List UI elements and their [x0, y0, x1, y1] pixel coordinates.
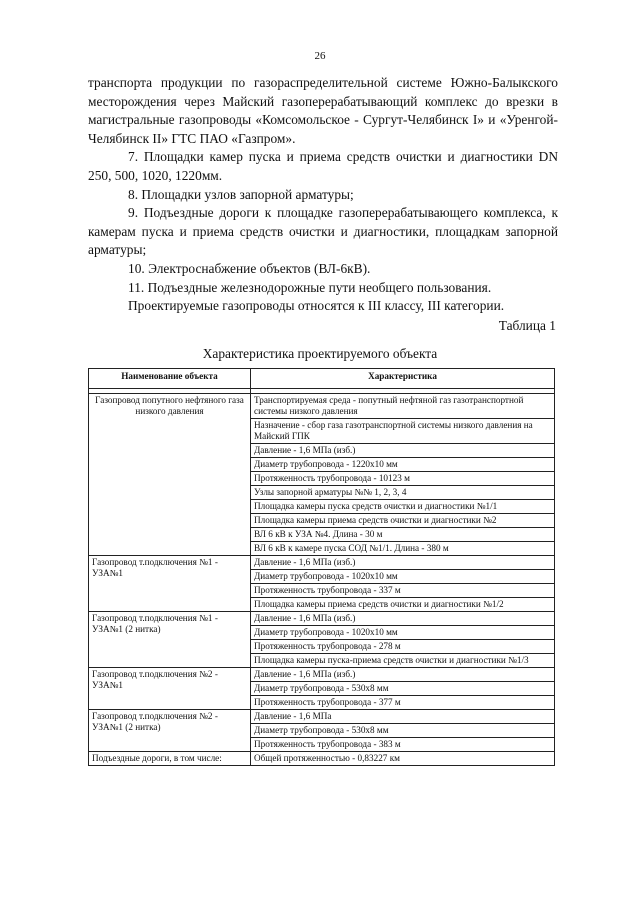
object-name-cell: Газопровод т.подключения №2 - УЗА№1 (2 нитка): [89, 710, 251, 752]
column-header-object: Наименование объекта: [89, 369, 251, 389]
characteristic-cell: Диаметр трубопровода - 1020х10 мм: [251, 626, 555, 640]
characteristic-cell: Протяженность трубопровода - 278 м: [251, 640, 555, 654]
characteristic-cell: Давление - 1,6 МПа (изб.): [251, 556, 555, 570]
paragraph: 7. Площадки камер пуска и приема средств очистки и диагностики DN 250, 500, 1020, 1220мм.: [88, 149, 558, 183]
table-row: [89, 668, 555, 682]
characteristic-cell: Давление - 1,6 МПа: [251, 710, 555, 724]
object-name-cell: Газопровод т.подключения №1 - УЗА№1 (2 нитка): [89, 612, 251, 668]
characteristic-cell: Площадка камеры приема средств очистки и диагностики №2: [251, 514, 555, 528]
characteristics-table: [88, 368, 555, 766]
paragraph: Проектируемые газопроводы относятся к III классу, III категории.: [128, 298, 505, 314]
characteristic-cell: Площадка камеры пуска средств очистки и диагностики №1/1: [251, 500, 555, 514]
characteristic-cell: Узлы запорной арматуры №№ 1, 2, 3, 4: [251, 486, 555, 500]
characteristic-cell: Площадка камеры приема средств очистки и диагностики №1/2: [251, 598, 555, 612]
characteristic-cell: Протяженность трубопровода - 337 м: [251, 584, 555, 598]
characteristic-cell: Диаметр трубопровода - 1220х10 мм: [251, 458, 555, 472]
characteristic-cell: ВЛ 6 кВ к УЗА №4. Длина - 30 м: [251, 528, 555, 542]
column-header-characteristic: Характеристика: [251, 369, 555, 389]
object-name-cell: Газопровод попутного нефтяного газа низкого давления: [89, 394, 251, 556]
characteristic-cell: Давление - 1,6 МПа (изб.): [251, 444, 555, 458]
table-label: Таблица 1: [498, 318, 556, 333]
object-name-cell: Газопровод т.подключения №2 - УЗА№1: [89, 668, 251, 710]
characteristic-cell: Протяженность трубопровода - 377 м: [251, 696, 555, 710]
object-name-cell: Газопровод т.подключения №1 - УЗА№1: [89, 556, 251, 612]
paragraph: 11. Подъездные железнодорожные пути необщего пользования.: [128, 279, 492, 295]
table-row: [89, 394, 555, 419]
characteristic-cell: Протяженность трубопровода - 383 м: [251, 738, 555, 752]
characteristic-cell: Диаметр трубопровода - 530х8 мм: [251, 682, 555, 696]
table-row: [89, 612, 555, 626]
paragraph: 10. Электроснабжение объектов (ВЛ-6кВ).: [128, 260, 371, 276]
table-body: [89, 394, 555, 766]
characteristic-cell: ВЛ 6 кВ к камере пуска СОД №1/1. Длина - 380 м: [251, 542, 555, 556]
paragraph: 9. Подъездные дороги к площадке газоперерабатывающего комплекса, к камерам пуска и приема средств очистки и диагностики, площадкам запорной арматуры;: [88, 205, 558, 258]
characteristic-cell: Назначение - сбор газа газотранспортной системы низкого давления на Майский ГПК: [251, 419, 555, 444]
characteristic-cell: Диаметр трубопровода - 1020х10 мм: [251, 570, 555, 584]
object-name-cell: Подъездные дороги, в том числе:: [89, 752, 251, 766]
characteristic-cell: Диаметр трубопровода - 530х8 мм: [251, 724, 555, 738]
body-text: [88, 74, 558, 316]
characteristic-cell: Протяженность трубопровода - 10123 м: [251, 472, 555, 486]
characteristic-cell: Давление - 1,6 МПа (изб.): [251, 668, 555, 682]
characteristic-cell: Общей протяженностью - 0,83227 км: [251, 752, 555, 766]
table-row: [89, 710, 555, 724]
page-number: 26: [314, 50, 326, 62]
characteristic-cell: Площадка камеры пуска-приема средств очистки и диагностики №1/3: [251, 654, 555, 668]
table-row: [89, 556, 555, 570]
table-row: [89, 752, 555, 766]
characteristic-cell: Транспортируемая среда - попутный нефтяной газ газотранспортной системы низкого давления: [251, 394, 555, 419]
paragraph: транспорта продукции по газораспределительной системе Южно-Балыкского месторождения через Майский газоперерабатывающий комплекс до врезки в магистральные газопроводы «Комсомольское - Сургут-Челябинск I» и «Уренгой-Челябинск II» ГТС ПАО «Газпром».: [88, 75, 558, 146]
table-title: Характеристика проектируемого объекта: [202, 346, 438, 361]
table-header-row: [89, 369, 555, 389]
characteristic-cell: Давление - 1,6 МПа (изб.): [251, 612, 555, 626]
paragraph: 8. Площадки узлов запорной арматуры;: [128, 186, 354, 202]
